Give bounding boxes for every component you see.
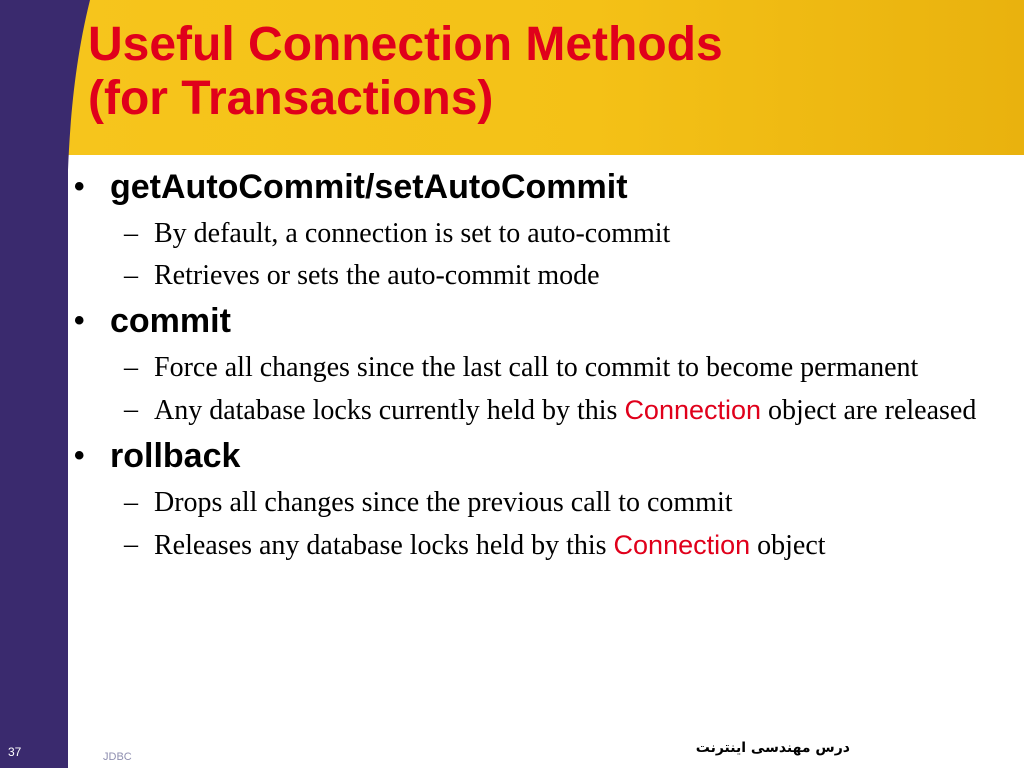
sub-bullet-text-before: Any database locks currently held by this [154,395,618,426]
sub-bullet-text: Force all changes since the last call to commit to become permanent [154,352,919,383]
slide-title-line-2: (for Transactions) [88,72,494,125]
bullet-dot-icon: • [74,170,85,203]
dash-icon: – [124,218,138,249]
footer-course-name: درس مهندسی اینترنت [695,740,850,756]
sub-bullet [72,257,1012,295]
bullet-getautocommit [72,165,1012,209]
bullet-label: getAutoCommit/setAutoCommit [110,168,628,206]
sub-bullet-text-after: object are released [768,395,977,426]
sub-bullet-text: Drops all changes since the previous call to commit [154,487,733,518]
dash-icon: – [124,529,138,560]
dash-icon: – [124,394,138,425]
bullet-rollback [72,434,1012,478]
sub-bullet-text-after: object [757,530,826,561]
sub-bullet [72,391,1012,430]
code-connection: Connection [613,530,751,560]
sub-bullet-text: Retrieves or sets the auto-commit mode [154,260,600,291]
sub-bullet-text-before: Releases any database locks held by this [154,530,607,561]
sub-bullet [72,484,1012,522]
sub-bullet [72,526,1012,565]
bullet-commit [72,299,1012,343]
bullet-label: rollback [110,437,241,475]
slide-content [72,165,1012,569]
sub-bullet [72,349,1012,387]
slide-number: 37 [8,745,22,759]
bullet-label: commit [110,302,231,340]
code-connection: Connection [624,395,762,425]
slide-title-line-1: Useful Connection Methods [88,18,723,71]
bullet-dot-icon: • [74,439,85,472]
dash-icon: – [124,260,138,291]
dash-icon: – [124,487,138,518]
dash-icon: – [124,352,138,383]
footer-label: JDBC [103,751,132,763]
sub-bullet-text: By default, a connection is set to auto-commit [154,218,671,249]
slide-title [88,18,723,126]
bullet-dot-icon: • [74,304,85,337]
sub-bullet [72,215,1012,253]
